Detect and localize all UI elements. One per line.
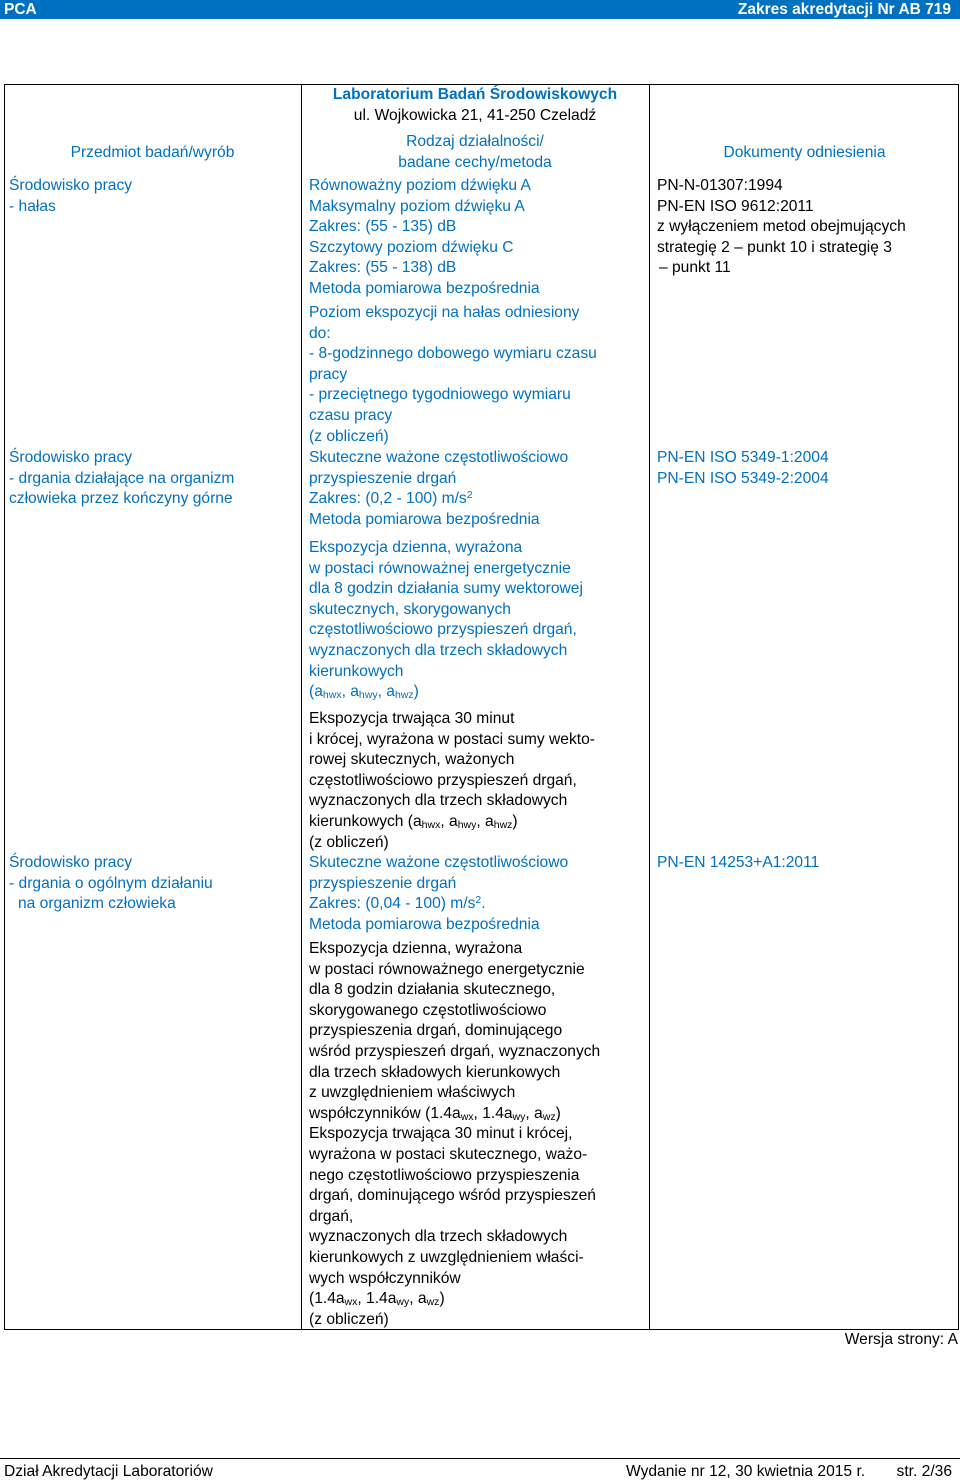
doc-line: PN-EN ISO 9612:2011 — [657, 197, 814, 215]
method-line: kierunkowych z uwzględnieniem właści- — [309, 1248, 584, 1266]
column-header-subject — [5, 143, 300, 164]
method-line: - przeciętnego tygodniowego wymiaru — [309, 386, 571, 404]
method-hand-arm-b — [309, 538, 654, 703]
axes-sub: hwy — [457, 818, 477, 831]
range-text: Zakres: (0,2 - 100) m/s — [309, 490, 467, 508]
method-noise-a — [309, 176, 654, 300]
method-line: drgań, dominującego wśród przyspieszeń — [309, 1187, 596, 1205]
method-line: - 8-godzinnego dobowego wymiaru czasu — [309, 345, 597, 363]
accreditation-table — [4, 84, 959, 1330]
axes-line — [309, 682, 654, 703]
method-line: Skuteczne ważone częstotliwościowo — [309, 449, 569, 466]
axes-part: , a — [440, 812, 458, 830]
method-line: skorygowanego częstotliwościowo — [309, 1001, 547, 1019]
column-header-documents-text: Dokumenty odniesienia — [723, 144, 886, 161]
method-line: (z obliczeń) — [309, 833, 389, 851]
method-hand-arm-a — [309, 448, 654, 530]
lab-header — [301, 85, 649, 126]
axes-line — [309, 812, 654, 833]
axes-sub: hwx — [322, 689, 342, 702]
coef-part: współczynników (1.4a — [309, 1104, 461, 1122]
method-line: pracy — [309, 365, 348, 383]
method-noise-b — [309, 303, 654, 447]
axes-sub: hwy — [358, 689, 378, 702]
axes-part: ) — [512, 812, 518, 830]
axes-part: , a — [377, 683, 395, 701]
method-line: wych współczynników — [309, 1269, 461, 1287]
method-line: Zakres: (55 - 135) dB — [309, 218, 457, 236]
footer-left: Dział Akredytacji Laboratoriów — [4, 1463, 213, 1480]
method-line: Zakres: (55 - 138) dB — [309, 259, 457, 277]
doc-line: PN-N-01307:1994 — [657, 177, 783, 194]
axes-sub: hwx — [421, 818, 441, 831]
range-tail: . — [481, 895, 486, 913]
method-line: czasu pracy — [309, 406, 393, 424]
page-version: Wersja strony: A — [844, 1331, 958, 1348]
subject-line: - hałas — [9, 197, 56, 215]
method-line: i krócej, wyrażona w postaci sumy wekto- — [309, 730, 595, 748]
docs-whole-body — [657, 853, 957, 874]
subject-line: - drgania o ogólnym działaniu — [9, 874, 213, 892]
method-whole-body-b — [309, 939, 654, 1330]
method-line: dla 8 godzin działania sumy wektorowej — [309, 580, 583, 598]
range-text: Zakres: (0,04 - 100) m/s — [309, 895, 476, 913]
method-line: wśród przyspieszeń drgań, wyznaczonych — [309, 1042, 601, 1060]
subject-line: Środowisko pracy — [9, 449, 133, 466]
method-line: Poziom ekspozycji na hałas odniesiony — [309, 304, 580, 321]
footer-middle: Wydanie nr 12, 30 kwietnia 2015 r. — [626, 1463, 866, 1480]
method-line: nego częstotliwościowo przyspieszenia — [309, 1166, 580, 1184]
range-line — [309, 894, 654, 915]
page-footer — [0, 1458, 960, 1482]
column-header-subject-text: Przedmiot badań/wyrób — [70, 144, 235, 161]
subject-line: na organizm człowieka — [18, 895, 176, 913]
axes-part: , a — [341, 683, 359, 701]
coef-part: (1.4a — [309, 1290, 345, 1308]
method-whole-body-a — [309, 853, 654, 935]
axes-part: kierunkowych (a — [309, 812, 422, 830]
docs-hand-arm — [657, 448, 957, 489]
doc-line: PN-EN ISO 5349-2:2004 — [657, 469, 829, 487]
method-line: częstotliwościowo przyspieszeń drgań, — [309, 771, 577, 789]
method-line: dla trzech składowych kierunkowych — [309, 1063, 561, 1081]
axes-part: (a — [309, 683, 323, 701]
docs-noise — [657, 176, 957, 279]
column-header-method-line: Rodzaj działalności/ — [406, 133, 544, 150]
method-line: częstotliwościowo przyspieszeń drgań, — [309, 621, 577, 639]
doc-line: – punkt 11 — [659, 259, 731, 277]
method-hand-arm-c — [309, 709, 654, 853]
column-header-method — [301, 132, 649, 173]
method-line: kierunkowych — [309, 662, 404, 680]
method-line: z uwzględnieniem właściwych — [309, 1084, 516, 1102]
header-right: Zakres akredytacji Nr AB 719 — [737, 1, 951, 18]
method-line: Metoda pomiarowa bezpośrednia — [309, 915, 540, 933]
unit-exponent: 2 — [466, 489, 473, 502]
method-line: w postaci równoważnej energetycznie — [309, 559, 571, 577]
method-line: (z obliczeń) — [309, 427, 389, 445]
subject-whole-body — [9, 853, 304, 915]
page-header-bar — [0, 0, 960, 19]
method-line: (z obliczeń) — [309, 1310, 389, 1328]
method-line: Równoważny poziom dźwięku A — [309, 177, 531, 194]
method-line: Skuteczne ważone częstotliwościowo — [309, 854, 569, 871]
doc-line: PN-EN 14253+A1:2011 — [657, 854, 820, 871]
method-line: rowej skutecznych, ważonych — [309, 751, 515, 769]
column-header-documents — [649, 143, 960, 164]
lab-address: ul. Wojkowicka 21, 41-250 Czeladź — [353, 106, 597, 124]
method-line: Ekspozycja dzienna, wyrażona — [309, 940, 523, 957]
subject-line: Środowisko pracy — [9, 177, 133, 194]
subject-hand-arm — [9, 448, 304, 510]
axes-sub: hwz — [394, 689, 414, 702]
footer-right: str. 2/36 — [896, 1463, 952, 1480]
coef-line: ($1.4a_{wx}$, $1.4a_{wy}$, $a_{wz}$) — [309, 1290, 445, 1309]
subject-line: - drgania działające na organizm — [9, 469, 235, 487]
range-line — [309, 489, 654, 510]
doc-line: PN-EN ISO 5349-1:2004 — [657, 449, 829, 466]
method-line: skutecznych, skorygowanych — [309, 600, 511, 618]
method-line: Metoda pomiarowa bezpośrednia — [309, 510, 540, 528]
method-line: przyspieszenie drgań — [309, 874, 457, 892]
method-line: Ekspozycja trwająca 30 minut — [309, 710, 515, 727]
header-left: PCA — [4, 1, 37, 18]
axes-part: , a — [476, 812, 494, 830]
method-line: do: — [309, 324, 331, 342]
method-line: w postaci równoważnego energetycznie — [309, 960, 585, 978]
coef-line: współczynników ($1.4a_{wx}$, $1.4a_{wy}$, $a_{wz}$) — [309, 1104, 561, 1123]
method-line: przyspieszenie drgań — [309, 469, 457, 487]
method-line: Ekspozycja trwająca 30 minut i krócej, — [309, 1125, 573, 1143]
method-line: Szczytowy poziom dźwięku C — [309, 238, 514, 256]
subject-noise — [9, 176, 304, 217]
doc-line: strategię 2 – punkt 10 i strategię 3 — [657, 238, 892, 256]
method-line: wyznaczonych dla trzech składowych — [309, 1228, 568, 1246]
method-line: Metoda pomiarowa bezpośrednia — [309, 279, 540, 297]
axes-sub: hwz — [493, 818, 513, 831]
lab-name: Laboratorium Badań Środowiskowych — [332, 86, 618, 103]
column-divider — [301, 85, 302, 1329]
subject-line: człowieka przez kończyny górne — [9, 490, 233, 508]
unit-exponent: 2 — [475, 894, 482, 907]
axes-part: ) — [413, 683, 419, 701]
method-line: Maksymalny poziom dźwięku A — [309, 197, 525, 215]
column-header-method-line: badane cechy/metoda — [398, 153, 552, 171]
method-line: wyznaczonych dla trzech składowych — [309, 792, 568, 810]
doc-line: z wyłączeniem metod obejmujących — [657, 218, 906, 236]
method-line: wyrażona w postaci skutecznego, ważo- — [309, 1145, 588, 1163]
subject-line: Środowisko pracy — [9, 854, 133, 871]
method-line: Ekspozycja dzienna, wyrażona — [309, 539, 523, 556]
method-line: drgań, — [309, 1207, 354, 1225]
method-line: wyznaczonych dla trzech składowych — [309, 641, 568, 659]
method-line: przyspieszenia drgań, dominującego — [309, 1022, 563, 1040]
method-line: dla 8 godzin działania skutecznego, — [309, 981, 556, 999]
